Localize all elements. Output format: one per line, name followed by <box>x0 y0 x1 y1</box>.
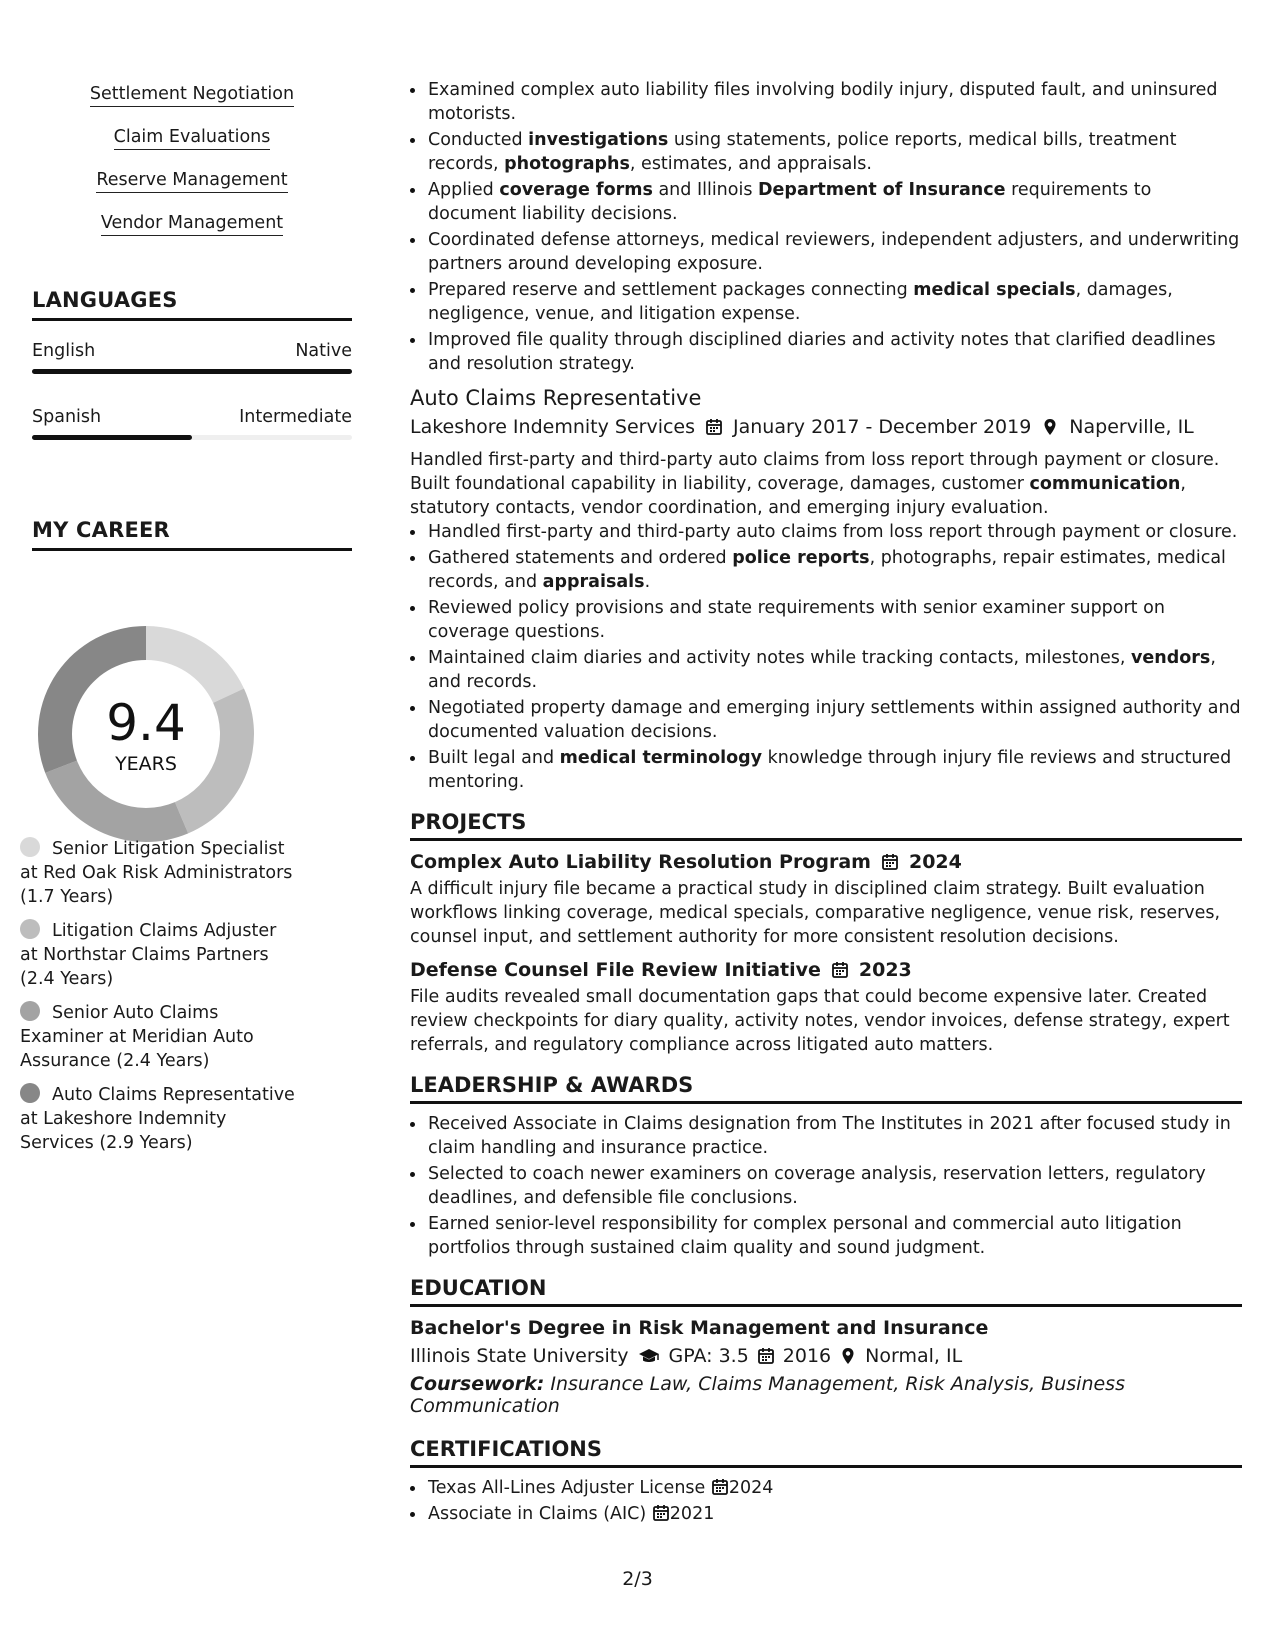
career-unit: YEARS <box>115 753 177 775</box>
certification-item: Texas All-Lines Adjuster License 2024 <box>428 1476 1242 1500</box>
education-degree: Bachelor's Degree in Risk Management and Insurance <box>410 1317 989 1339</box>
list-item: Handled first-party and third-party auto claims from loss report through payment or closure. <box>428 520 1242 544</box>
donut-segment <box>175 689 254 834</box>
location-pin-icon <box>1041 418 1059 436</box>
job-summary: Handled first-party and third-party auto claims from loss report through payment or closure. Built foundational capability in liability, coverage, damages, customer communication, statutory contacts, vendor coordination, and emerging injury evaluation. <box>410 450 1220 518</box>
list-item: Prepared reserve and settlement packages connecting medical specials, damages, negligence, venue, and litigation expense. <box>428 278 1242 326</box>
list-item: Conducted investigations using statements, police reports, medical bills, treatment records, photographs, estimates, and appraisals. <box>428 128 1242 176</box>
project-title: Complex Auto Liability Resolution Program 2024 <box>410 851 962 873</box>
education-heading: EDUCATION <box>410 1276 1242 1307</box>
language-name: English <box>32 341 96 361</box>
education-year: 2016 <box>782 1345 832 1367</box>
leadership-list <box>410 1112 1242 1260</box>
language-level: Intermediate <box>239 407 352 427</box>
skill-item: Settlement Negotiation <box>32 84 352 107</box>
legend-dot <box>20 1083 40 1103</box>
graduation-cap-icon <box>637 1347 661 1365</box>
career-role: Senior Auto Claims Examiner at Meridian Auto Assurance (2.4 Years) <box>20 1003 254 1071</box>
education-coursework: Coursework: Insurance Law, Claims Management, Risk Analysis, Business Communication <box>410 1373 1125 1417</box>
job-meta <box>410 416 1242 438</box>
leadership-heading: LEADERSHIP & AWARDS <box>410 1073 1242 1104</box>
legend-dot <box>20 837 40 857</box>
education-gpa: GPA: 3.5 <box>668 1345 749 1367</box>
certifications-heading: CERTIFICATIONS <box>410 1437 1242 1468</box>
project-item <box>410 851 1242 949</box>
award-item: Received Associate in Claims designation from The Institutes in 2021 after focused study in claim handling and insurance practice. <box>428 1112 1242 1160</box>
career-heading: MY CAREER <box>32 518 352 551</box>
skill-item: Vendor Management <box>32 213 352 236</box>
project-year: 2024 <box>908 851 962 873</box>
project-description: File audits revealed small documentation gaps that could become expensive later. Created review checkpoints for diary quality, activity notes, vendor invoices, defense strategy, expert referrals, and regulatory compliance across litigated auto matters. <box>410 987 1230 1055</box>
skill-item: Reserve Management <box>32 170 352 193</box>
career-total: 9.4 <box>106 694 186 752</box>
page-number: 2/3 <box>622 1568 653 1590</box>
job-company: Lakeshore Indemnity Services <box>410 416 696 438</box>
list-item: Coordinated defense attorneys, medical reviewers, independent adjusters, and underwriting partners around developing exposure. <box>428 228 1242 276</box>
list-item: Examined complex auto liability files involving bodily injury, disputed fault, and uninsured motorists. <box>428 78 1242 126</box>
language-level: Native <box>295 341 352 361</box>
education-location: Normal, IL <box>865 1345 963 1367</box>
calendar-icon <box>711 1478 729 1496</box>
language-spanish <box>32 407 352 440</box>
job-bullets <box>410 520 1242 794</box>
list-item: Built legal and medical terminology knowledge through injury file reviews and structured mentoring. <box>428 746 1242 794</box>
project-description: A difficult injury file became a practical study in disciplined claim strategy. Built evaluation workflows linking coverage, medical specials, comparative negligence, venue risk, reserves, counsel input, and settlement authority for more consistent resolution decisions. <box>410 879 1221 947</box>
languages-heading: LANGUAGES <box>32 288 352 321</box>
award-item: Selected to coach newer examiners on coverage analysis, reservation letters, regulatory deadlines, and defensible file conclusions. <box>428 1162 1242 1210</box>
job-dates: January 2017 - December 2019 <box>733 416 1032 438</box>
job-title: Auto Claims Representative <box>410 386 702 410</box>
calendar-icon <box>881 853 899 871</box>
project-year: 2023 <box>858 959 912 981</box>
language-english <box>32 341 352 374</box>
career-role: Litigation Claims Adjuster at Northstar Claims Partners (2.4 Years) <box>20 921 277 989</box>
list-item: Maintained claim diaries and activity notes while tracking contacts, milestones, vendors, and records. <box>428 646 1242 694</box>
legend-dot <box>20 1001 40 1021</box>
main-content <box>410 78 1242 1528</box>
certifications-list <box>410 1476 1242 1526</box>
list-item: Improved file quality through disciplined diaries and activity notes that clarified deadlines and resolution strategy. <box>428 328 1242 376</box>
calendar-icon <box>831 961 849 979</box>
donut-segment <box>146 626 244 703</box>
award-item: Earned senior-level responsibility for complex personal and commercial auto litigation portfolios through sustained claim quality and sound judgment. <box>428 1212 1242 1260</box>
language-proficiency-bar <box>32 435 352 440</box>
skill-item: Claim Evaluations <box>32 127 352 150</box>
education-meta <box>410 1345 1242 1367</box>
location-pin-icon <box>839 1347 857 1365</box>
list-item: Gathered statements and ordered police reports, photographs, repair estimates, medical records, and appraisals. <box>428 546 1242 594</box>
language-name: Spanish <box>32 407 102 427</box>
list-item: Applied coverage forms and Illinois Department of Insurance requirements to document liability decisions. <box>428 178 1242 226</box>
list-item: Negotiated property damage and emerging injury settlements within assigned authority and documented valuation decisions. <box>428 698 1241 742</box>
career-role: Auto Claims Representative at Lakeshore Indemnity Services (2.9 Years) <box>20 1085 295 1153</box>
certification-item: Associate in Claims (AIC) 2021 <box>428 1502 1242 1526</box>
career-role: Senior Litigation Specialist at Red Oak Risk Administrators (1.7 Years) <box>20 839 293 907</box>
projects-list <box>410 851 1242 1057</box>
calendar-icon <box>757 1347 775 1365</box>
calendar-icon <box>705 418 723 436</box>
career-donut-chart <box>32 620 260 848</box>
list-item: Reviewed policy provisions and state requirements with senior examiner support on coverage questions. <box>428 596 1242 644</box>
language-proficiency-bar <box>32 369 352 374</box>
legend-dot <box>20 919 40 939</box>
previous-job-bullets <box>410 78 1242 376</box>
project-title: Defense Counsel File Review Initiative 2023 <box>410 959 912 981</box>
project-item <box>410 959 1242 1057</box>
education-school: Illinois State University <box>410 1345 629 1367</box>
job-location: Naperville, IL <box>1069 416 1194 438</box>
calendar-icon <box>652 1504 670 1522</box>
projects-heading: PROJECTS <box>410 810 1242 841</box>
